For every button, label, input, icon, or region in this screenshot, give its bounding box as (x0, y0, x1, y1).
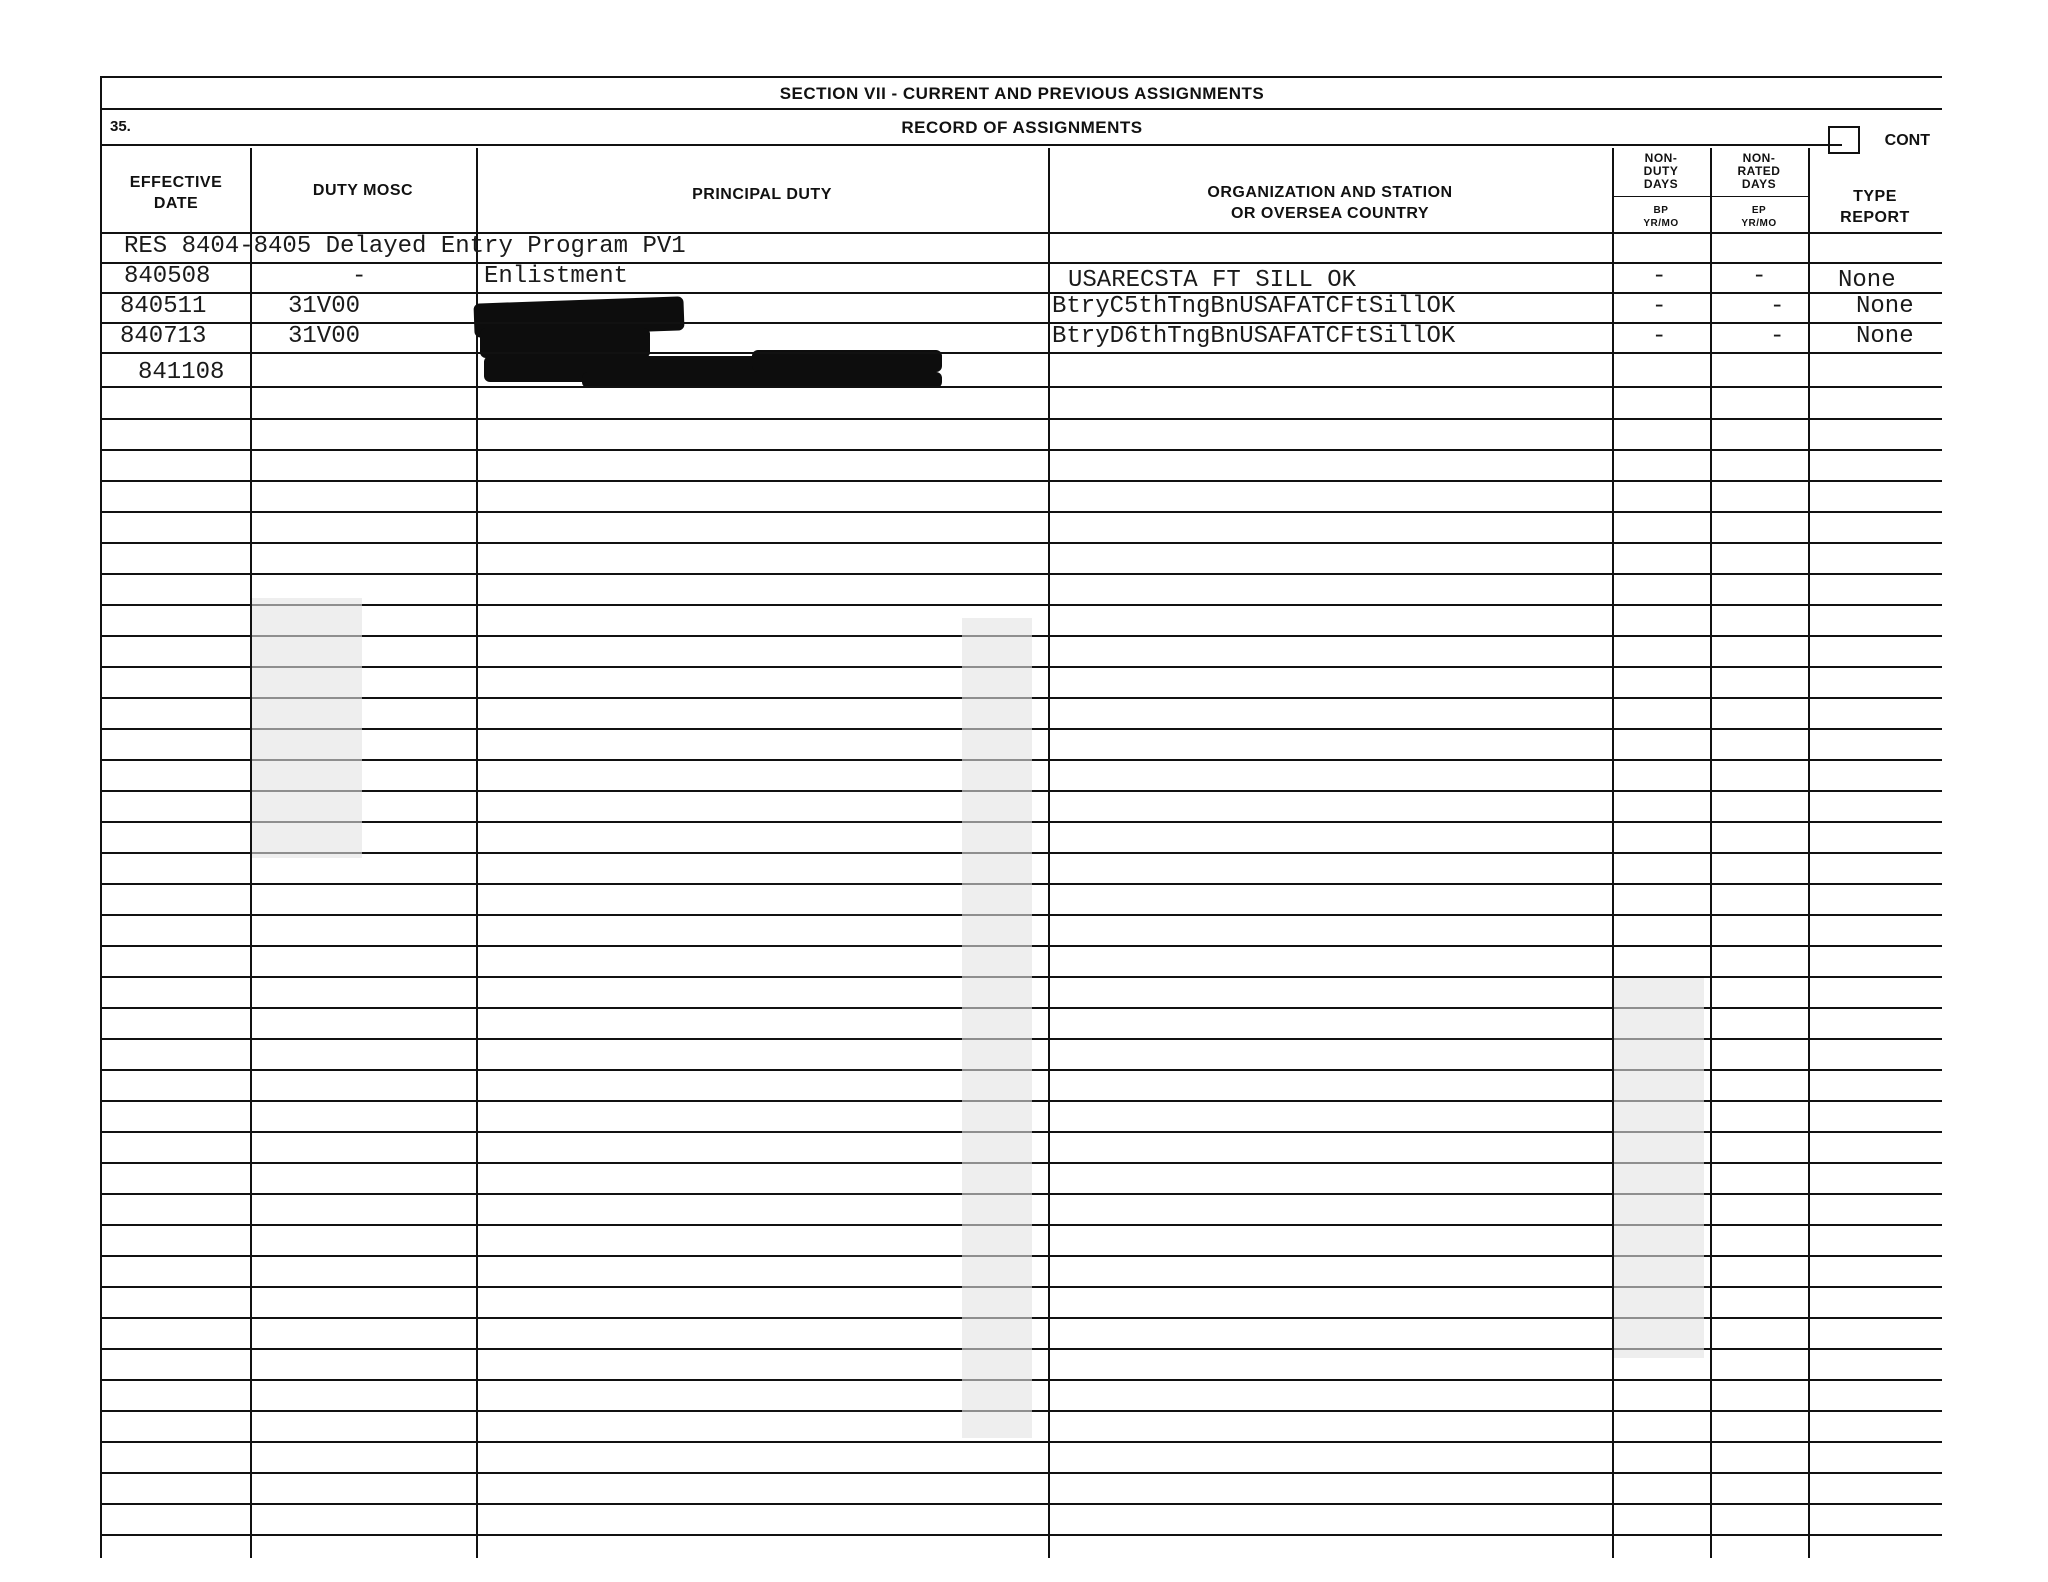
rule-line (102, 449, 1942, 451)
item-number: 35. (110, 118, 131, 135)
record-title: RECORD OF ASSIGNMENTS (901, 118, 1143, 137)
reserve-line-text: RES 8404-8405 Delayed Entry Program PV1 (124, 233, 686, 260)
table-row (102, 358, 1942, 388)
header-effective-date: EFFECTIVE DATE (129, 174, 223, 212)
entry-mosc: 31V00 (288, 293, 361, 320)
rule-line (102, 1472, 1942, 1474)
entry-org: BtryC5thTngBnUSAFATCFtSillOK (1052, 293, 1456, 320)
entry-org: USARECSTA FT SILL OK (1068, 267, 1357, 294)
header-non-rated-days: NON- RATED DAYS (1737, 151, 1781, 191)
rule-line (102, 418, 1942, 420)
entry-nonduty: - (1652, 293, 1667, 320)
rule-line (102, 573, 1942, 575)
rule-line (102, 1441, 1942, 1443)
scan-artifact (962, 618, 1032, 1438)
header-duty-mosc: DUTY MOSC (312, 182, 414, 199)
rule-line (102, 232, 1942, 234)
entry-mosc: - (352, 263, 367, 290)
entry-type: None (1856, 323, 1914, 350)
header-divider (102, 144, 1842, 146)
scan-artifact (1614, 978, 1704, 1358)
entry-date: 840508 (124, 263, 211, 290)
header-non-duty-days: NON- DUTY DAYS (1643, 151, 1679, 191)
entry-nonrated: - (1770, 323, 1785, 350)
entry-duty: Enlistment (484, 263, 629, 290)
entry-nonrated: - (1752, 263, 1767, 290)
section-title: SECTION VII - CURRENT AND PREVIOUS ASSIGNMENTS (779, 84, 1265, 103)
rule-line (102, 511, 1942, 513)
entry-date: 841108 (138, 359, 225, 386)
header-non-duty-sub: BP YR/MO (1643, 205, 1679, 229)
rule-line (102, 480, 1942, 482)
header-principal-duty: PRINCIPAL DUTY (692, 186, 832, 203)
rule-line (102, 352, 1942, 354)
rule-line (102, 542, 1942, 544)
table-row (102, 292, 1942, 322)
reserve-row (102, 232, 1942, 262)
assignments-form (100, 76, 1942, 1558)
header-non-rated-sub: EP YR/MO (1741, 205, 1777, 229)
entry-nonrated: - (1770, 293, 1785, 320)
entry-nonduty: - (1652, 323, 1667, 350)
cont-label: CONT (1884, 132, 1930, 149)
rule-line (102, 262, 1942, 264)
entry-mosc: 31V00 (288, 323, 361, 350)
rule-line (102, 1503, 1942, 1505)
section-divider (102, 108, 1942, 110)
rule-line (102, 386, 1942, 388)
subheader-divider (1612, 196, 1808, 197)
table-row (102, 322, 1942, 352)
entry-type: None (1856, 293, 1914, 320)
entry-org: BtryD6thTngBnUSAFATCFtSillOK (1052, 323, 1456, 350)
header-type-report: TYPE REPORT (1840, 188, 1910, 226)
entry-nonduty: - (1652, 263, 1667, 290)
header-organization: ORGANIZATION AND STATION OR OVERSEA COUNTRY (1207, 184, 1453, 222)
cont-checkbox[interactable] (1828, 126, 1860, 154)
rule-line (102, 604, 1942, 606)
rule-line (102, 322, 1942, 324)
rule-line (102, 292, 1942, 294)
table-row (102, 262, 1942, 292)
entry-date: 840713 (120, 323, 207, 350)
entry-type: None (1838, 267, 1896, 294)
entry-date: 840511 (120, 293, 207, 320)
rule-line (102, 1534, 1942, 1536)
scan-artifact (252, 598, 362, 858)
